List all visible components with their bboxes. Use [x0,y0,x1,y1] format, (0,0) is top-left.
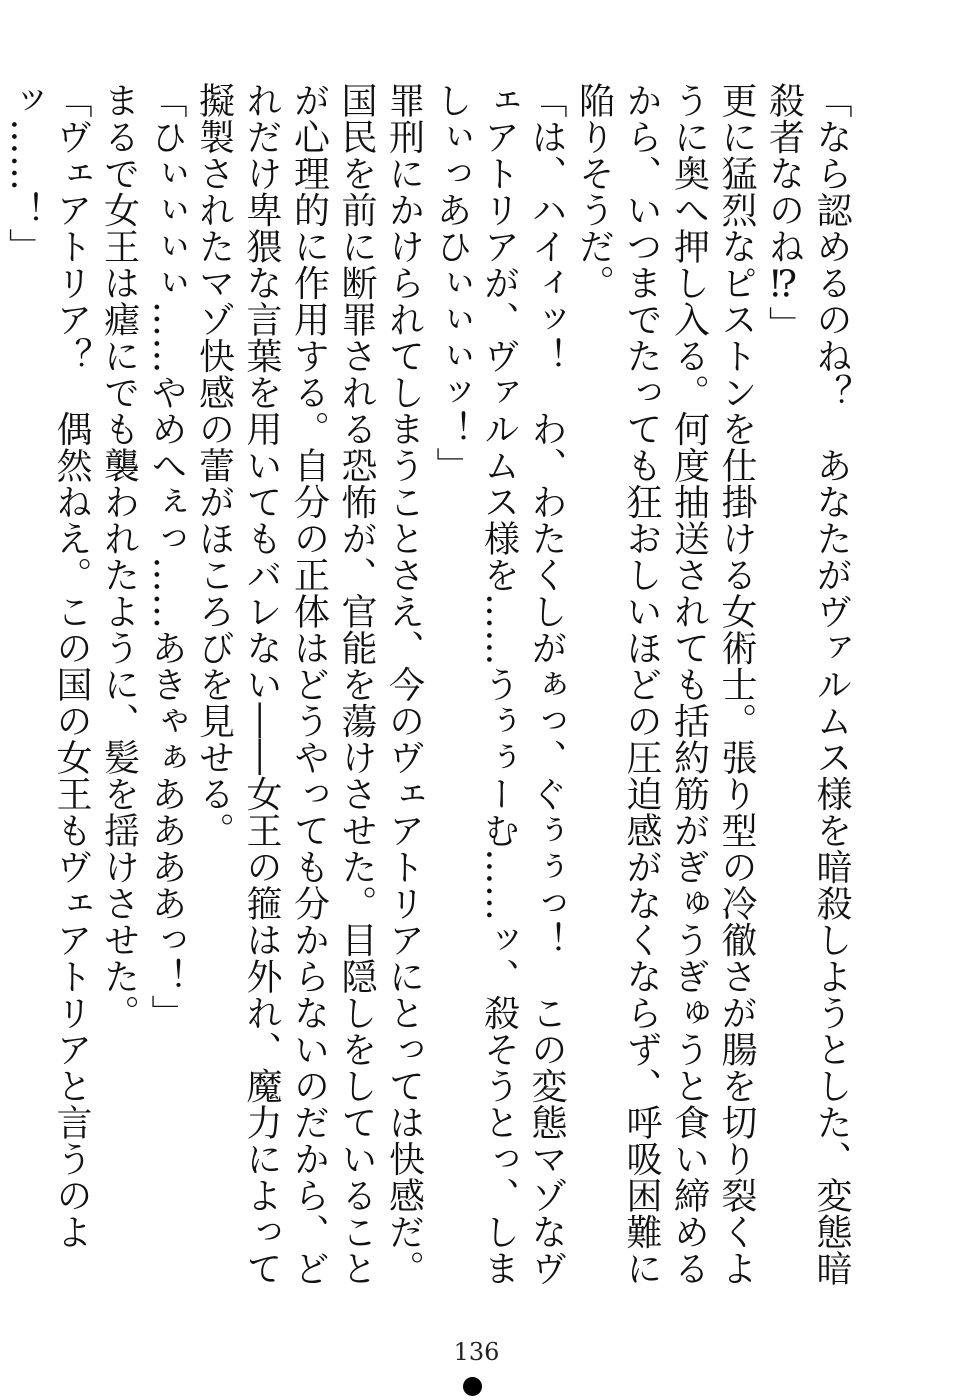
paragraph: 「ひぃぃぃぃ……やめへぇっ……あきゃぁああああっ！」 [146,82,187,1031]
paragraph: 罪刑にかけられてしまうことさえ、今のヴェアトリアにとっては快感だ。国民を前に断罪される恐怖が、官能を蕩けさせた。目隠しをしていることが心理的に作用する。自分の正体はどうやっても分からないのだから、どれだけ卑猥な言葉を用いてもバレない――女王の箍は外れ、魔力によって擬製されたマゾ快感の蕾がほころびを見せる。 [193,82,425,1287]
paragraph: 「は、ハイィッ！ わ、わたくしがぁっ、ぐぅぅっ！ この変態マゾなヴェアトリアが、ヴァルムス様を……うぅぅーむ……ッ、殺そうとっ、しましぃっあひぃぃぃッ！」 [431,82,567,1287]
vertical-text-body [3,82,855,1297]
page-bullet-icon [463,1377,482,1396]
paragraph: まるで女王は瘧にでも襲われたように、髪を揺けさせた。 [98,82,140,1031]
paragraph: 「ヴェアトリア？ 偶然ねえ。この国の女王もヴェアトリアと言うのよッ……！」 [3,82,92,1250]
paragraph: 「なら認めるのね？ あなたがヴァルムス様を暗殺しようとした、変態暗殺者なのね⁉」 [763,82,852,1287]
paragraph: 更に猛烈なピストンを仕掛ける女術士。張り型の冷徹さが腸を切り裂くように奥へ押し入る。何度抽送されても括約筋がぎゅうぎゅうと食い締めるから、いつまでたっても狂おしいほどの圧迫感がなくならず、呼吸困難に陥りそうだ。 [573,82,757,1287]
page-number: 136 [453,1338,500,1366]
